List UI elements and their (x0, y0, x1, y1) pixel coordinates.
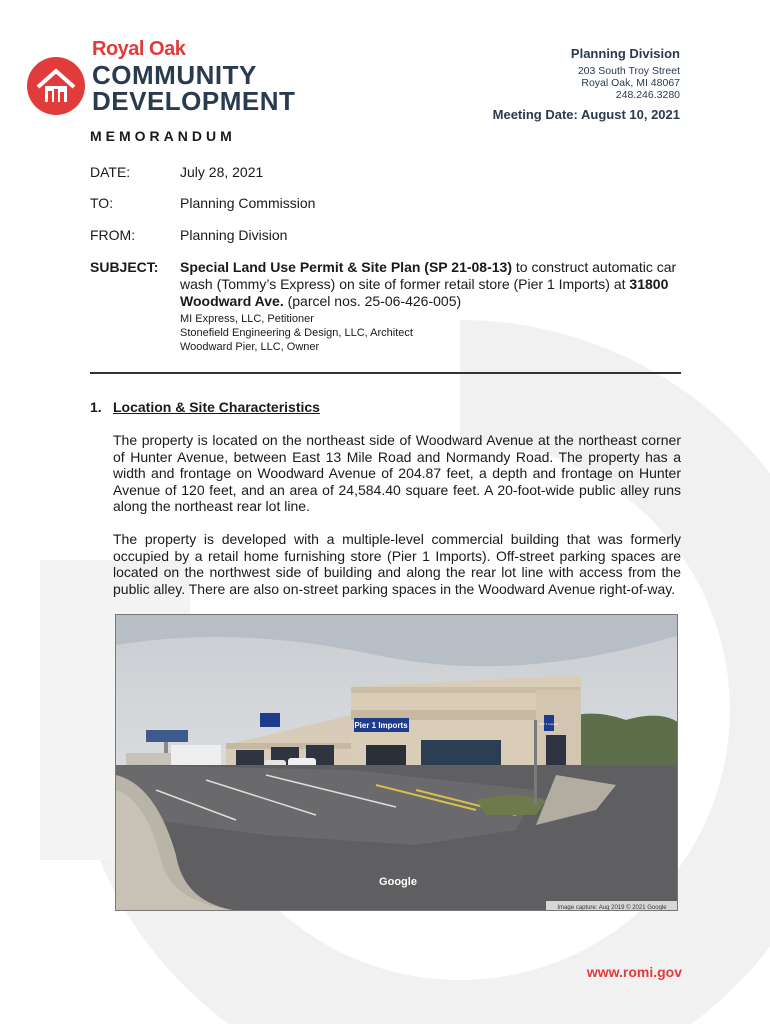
section-heading (90, 399, 320, 415)
image-credit: Image capture: Aug 2019 © 2021 Google (557, 905, 667, 911)
development-paragraph: The property is developed with a multiple-level commercial building that was formerly occupied by a retail home furnishing store (Pier 1 Imports). Off-street parking spaces are located on the northwest side of building and along the rear lot line with access from the public alley. There are also on-street parking spaces in the Woodward Avenue right-of-way. (113, 531, 681, 597)
subject-description: to construct automatic car wash (Tommy’s Express) on site of former retail store (Pier 1 Imports) at (180, 259, 677, 292)
footer-website-link[interactable]: www.romi.gov (586, 964, 682, 980)
store-sign: Pier 1 Imports (354, 721, 408, 730)
google-watermark: Google (379, 876, 417, 888)
royal-oak-logo (26, 38, 296, 118)
from-value: Planning Division (180, 227, 288, 243)
subject-parcel: (parcel nos. 25-06-426-005) (283, 293, 462, 309)
meeting-date: Meeting Date: August 10, 2021 (492, 107, 680, 122)
home-icon (26, 56, 86, 116)
subject-address: 31800 Woodward Ave. (180, 276, 669, 309)
address-line-2: Royal Oak, MI 48067 (581, 77, 680, 89)
parties-list (180, 312, 685, 354)
logo-royal-oak-text: Royal Oak (92, 38, 186, 60)
date-label: DATE: (90, 164, 131, 180)
date-value: July 28, 2021 (180, 164, 264, 180)
section-title: Location & Site Characteristics (113, 399, 320, 415)
site-photo (115, 614, 678, 911)
address-line-1: 203 South Troy Street (577, 65, 680, 77)
subject-text (180, 259, 685, 310)
section-number: 1. (90, 399, 102, 415)
subject-value (180, 259, 685, 354)
logo-development-text: DEVELOPMENT (92, 86, 296, 116)
subject-permit-title: Special Land Use Permit & Site Plan (SP 21-08-13) (180, 259, 512, 275)
to-value: Planning Commission (180, 195, 316, 211)
side-sign: Pier 1 Imports (539, 722, 559, 726)
divider (90, 372, 681, 374)
phone-number: 248.246.3280 (615, 89, 680, 101)
contact-block (493, 46, 680, 122)
memo-title: MEMORANDUM (90, 128, 236, 144)
division-name: Planning Division (570, 46, 680, 61)
from-label: FROM: (90, 227, 136, 243)
petitioner: MI Express, LLC, Petitioner (180, 313, 314, 325)
location-paragraph: The property is located on the northeast side of Woodward Avenue at the northeast corner of Hunter Avenue, between East 13 Mile Road and Normandy Road. The property has a width and frontage on Woodward Avenue of 204.87 feet, a depth and frontage on Hunter Avenue of 120 feet, and an area of 24,584.40 square feet. A 20-foot-wide public alley runs along the northeast rear lot line. (113, 432, 681, 514)
owner: Woodward Pier, LLC, Owner (180, 341, 320, 353)
logo-community-text: COMMUNITY (92, 60, 257, 90)
architect: Stonefield Engineering & Design, LLC, Architect (180, 327, 413, 339)
to-label: TO: (90, 195, 114, 211)
subject-label: SUBJECT: (90, 259, 159, 275)
